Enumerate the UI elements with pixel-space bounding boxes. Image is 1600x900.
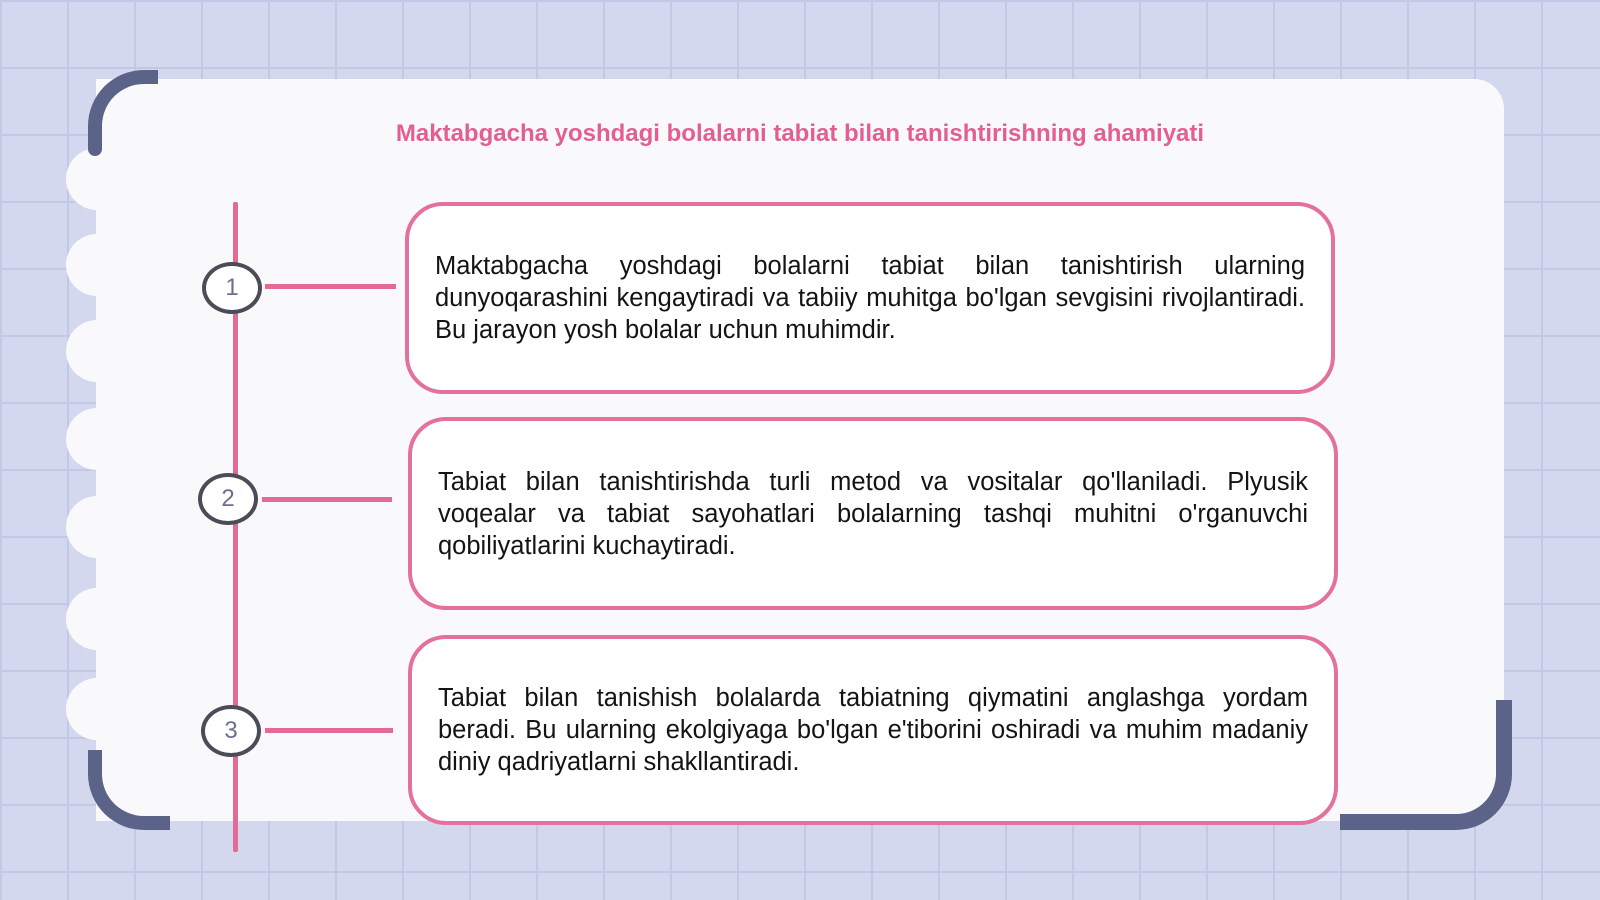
paper-scallop <box>66 588 128 650</box>
paper-scallop <box>66 678 128 740</box>
content-box-2 <box>408 417 1338 610</box>
timeline-node-3: 3 <box>201 705 261 757</box>
connector-2 <box>262 497 392 502</box>
content-text-2: Tabiat bilan tanishtirishda turli metod va vositalar qo'llaniladi. Plyusik voqealar va tabiat sayohatlari bolalarning tashqi muhitni o'rganuvchi qobiliyatlarini kuchaytiradi. <box>438 467 1308 560</box>
content-text-3: Tabiat bilan tanishish bolalarda tabiatning qiymatini anglashga yordam beradi. Bu ularning ekolgiyaga bo'lgan e'tiborini oshiradi va muhim madaniy diniy qadriyatlarni shakllantiradi. <box>438 684 1308 776</box>
content-text-1: Maktabgacha yoshdagi bolalarni tabiat bilan tanishtirish ularning dunyoqarashini kengaytiradi va tabiiy muhitga bo'lgan sevgisini rivojlantiradi. Bu jarayon yosh bolalar uchun muhimdir. <box>435 252 1305 344</box>
connector-1 <box>265 284 396 289</box>
content-box-1 <box>405 202 1335 394</box>
corner-bracket-bottom-right <box>1340 700 1512 830</box>
connector-3 <box>265 728 393 733</box>
timeline-node-2: 2 <box>198 473 258 525</box>
timeline-node-1: 1 <box>202 262 262 314</box>
paper-scallop <box>66 320 128 382</box>
paper-scallop <box>66 496 128 558</box>
paper-scallop <box>66 234 128 296</box>
paper-scallop <box>66 408 128 470</box>
content-box-3 <box>408 635 1338 825</box>
corner-bracket-top-left-cap <box>88 130 102 156</box>
slide-title: Maktabgacha yoshdagi bolalarni tabiat bilan tanishtirishning ahamiyati <box>395 120 1205 147</box>
paper-scallop <box>66 148 128 210</box>
